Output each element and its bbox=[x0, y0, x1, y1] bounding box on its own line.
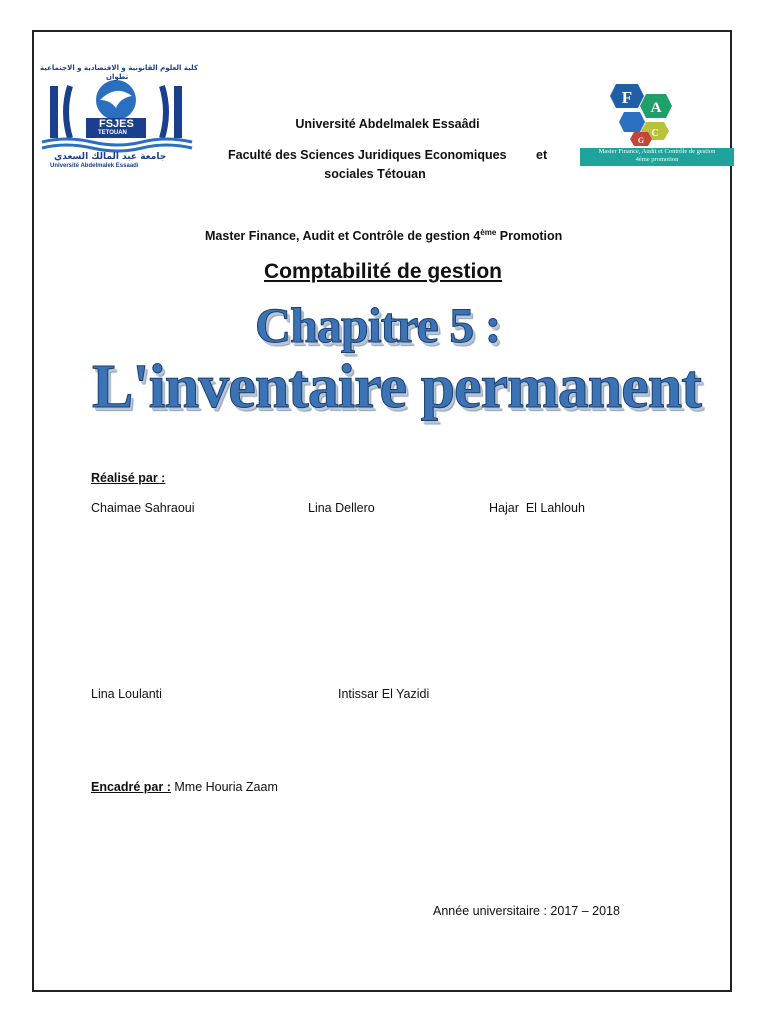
fac-letter-g: G bbox=[637, 136, 645, 145]
chapter-number: Chapitre 5 : bbox=[255, 297, 501, 353]
author-name: Intissar El Yazidi bbox=[338, 687, 430, 701]
author-name: Hajar El Lahlouh bbox=[489, 501, 585, 515]
author-name: Lina Dellero bbox=[308, 501, 375, 515]
fac-letter-c: C bbox=[651, 128, 659, 139]
fac-logo-band bbox=[580, 148, 734, 166]
logo-arabic-bottom: جامعة عبد المالك السعدي bbox=[54, 152, 167, 162]
fac-letter-f: F bbox=[621, 88, 633, 107]
faculty-line-1: Faculté des Sciences Juridiques Economiques bbox=[228, 148, 507, 162]
logo-latin-bottom: Université Abdelmalek Essaadi bbox=[50, 163, 139, 169]
fac-logo bbox=[578, 82, 736, 170]
faculty-line-2: sociales Tétouan bbox=[324, 167, 426, 181]
logo-name: FSJES bbox=[99, 118, 134, 130]
supervisor-label: Encadré par : bbox=[91, 780, 171, 794]
fac-letter-a: A bbox=[650, 100, 662, 116]
academic-year: Année universitaire : 2017 – 2018 bbox=[433, 904, 620, 918]
logo-arabic-top: كلية العلوم القانونية و الاقتصادية و الاجتماعية bbox=[40, 64, 198, 72]
logo-city: TETOUAN bbox=[98, 130, 127, 136]
fsjes-logo bbox=[36, 62, 196, 172]
fac-band-line1: Master Finance, Audit et Contrôle de gestion bbox=[598, 148, 716, 155]
course-title: Comptabilité de gestion bbox=[263, 260, 502, 283]
supervisor-name: Mme Houria Zaam bbox=[170, 780, 278, 794]
author-name: Chaimae Sahraoui bbox=[91, 501, 195, 515]
fac-hexagons-icon bbox=[578, 82, 736, 148]
university-name: Université Abdelmalek Essaâdi bbox=[295, 117, 480, 131]
master-text: Master Finance, Audit et Contrôle de gestion 4 bbox=[205, 229, 481, 244]
master-promotion: Promotion bbox=[496, 229, 563, 244]
author-name: Lina Loulanti bbox=[91, 687, 162, 701]
chapter-title: L'inventaire permanent bbox=[92, 353, 701, 421]
faculty-et: et bbox=[536, 148, 548, 162]
supervisor bbox=[91, 780, 278, 794]
realise-label: Réalisé par : bbox=[91, 471, 166, 485]
master-superscript: ème bbox=[480, 228, 497, 237]
master-program bbox=[205, 228, 562, 243]
logo-arabic-city: تطوان bbox=[106, 73, 129, 81]
fac-band-line2: 4ème promotion bbox=[635, 156, 679, 163]
